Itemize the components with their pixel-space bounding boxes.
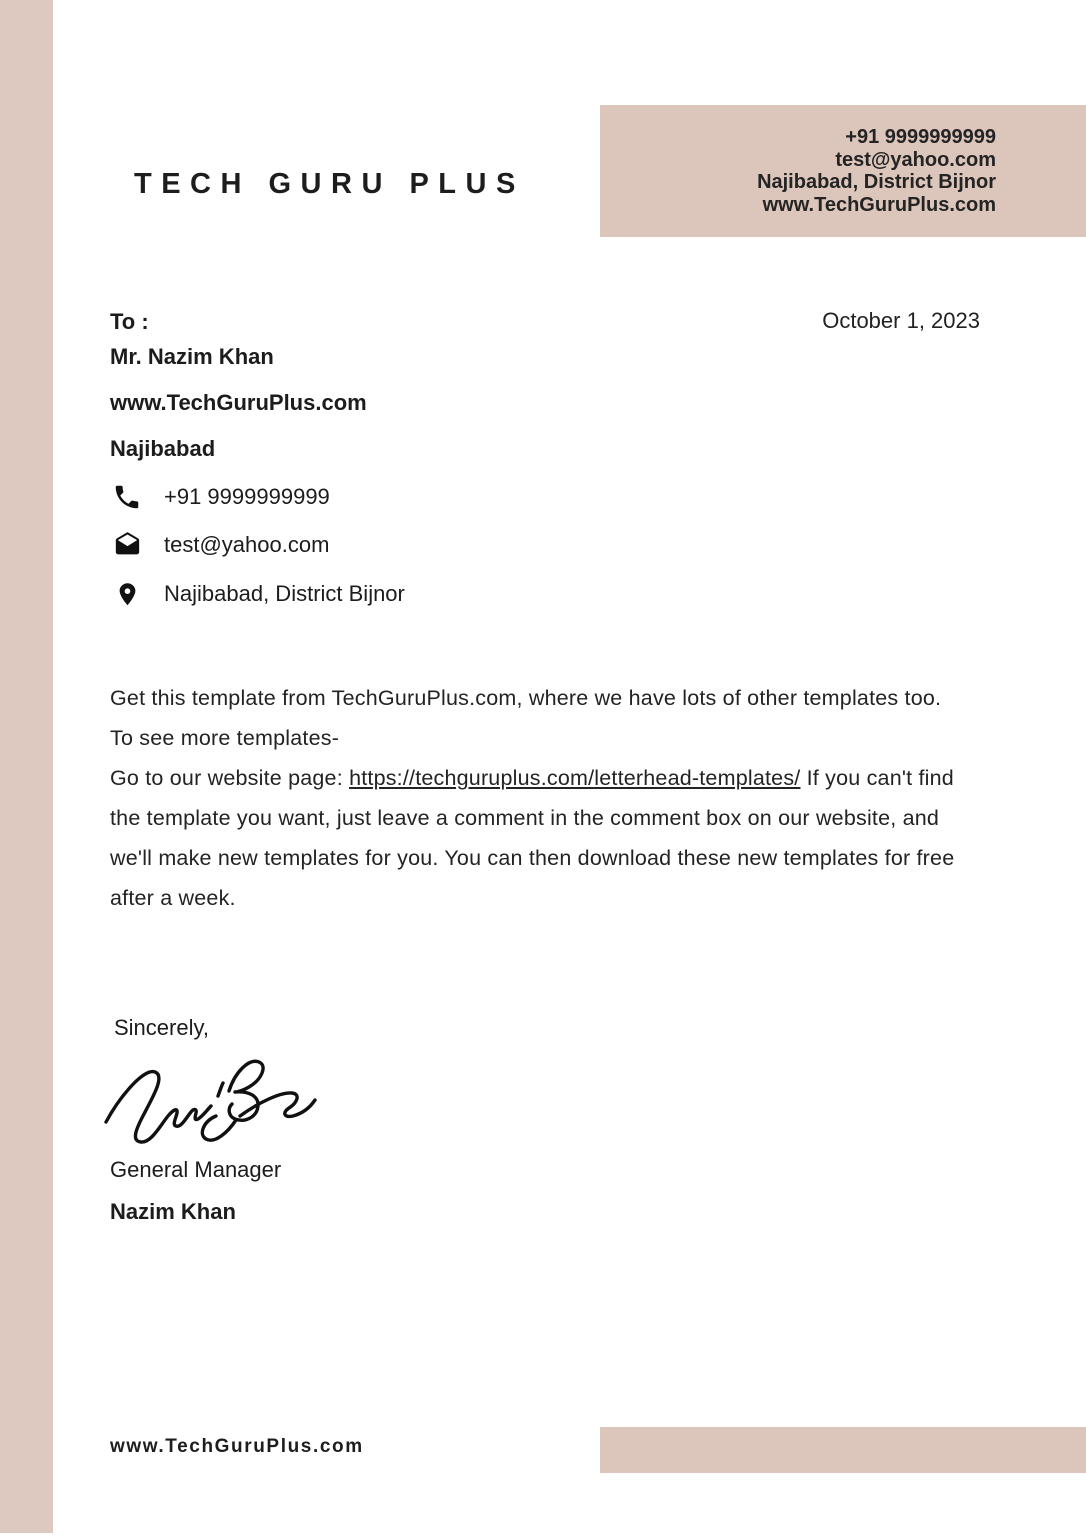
signer-name: Nazim Khan — [110, 1199, 236, 1224]
address-text: Najibabad, District Bijnor — [164, 581, 405, 606]
company-logo: TECH GURU PLUS — [134, 168, 525, 200]
body-line-3-suffix: If you can't find — [800, 766, 954, 790]
header-contact-panel — [600, 105, 1086, 237]
email-row — [110, 527, 329, 563]
recipient-name: Mr. Nazim Khan — [110, 344, 274, 369]
letterhead-templates-link[interactable]: https://techguruplus.com/letterhead-templates/ — [349, 766, 801, 790]
signature-image — [98, 1046, 323, 1150]
header-website: www.TechGuruPlus.com — [762, 193, 996, 216]
letter-date: October 1, 2023 — [822, 308, 980, 333]
recipient-city: Najibabad — [110, 436, 216, 461]
header-email: test@yahoo.com — [835, 148, 996, 171]
body-line-3-prefix: Go to our website page: — [110, 766, 350, 790]
recipient-website: www.TechGuruPlus.com — [110, 390, 367, 415]
phone-row — [110, 479, 330, 515]
body-line-1: Get this template from TechGuruPlus.com, where we have lots of other templates too. — [110, 686, 942, 710]
header-address: Najibabad, District Bijnor — [757, 171, 996, 193]
recipient-label: To : — [110, 309, 149, 334]
body-line-6: after a week. — [110, 886, 236, 910]
left-accent-bar — [0, 0, 53, 1533]
body-line-4: the template you want, just leave a comment in the comment box on our website, and — [110, 806, 940, 830]
address-row — [110, 576, 405, 612]
body-line-2: To see more templates- — [110, 726, 340, 750]
phone-icon — [110, 482, 144, 512]
header-phone: +91 9999999999 — [845, 126, 996, 148]
salutation: Sincerely, — [114, 1015, 209, 1040]
email-address: test@yahoo.com — [164, 532, 330, 557]
signer-title: General Manager — [110, 1157, 282, 1182]
phone-number: +91 9999999999 — [164, 484, 330, 509]
body-line-3 — [110, 758, 954, 798]
footer-website: www.TechGuruPlus.com — [110, 1436, 364, 1457]
email-icon — [110, 531, 144, 559]
location-pin-icon — [110, 578, 144, 611]
footer-accent-bar — [600, 1427, 1086, 1473]
body-line-5: we'll make new templates for you. You can then download these new templates for free — [110, 846, 955, 870]
